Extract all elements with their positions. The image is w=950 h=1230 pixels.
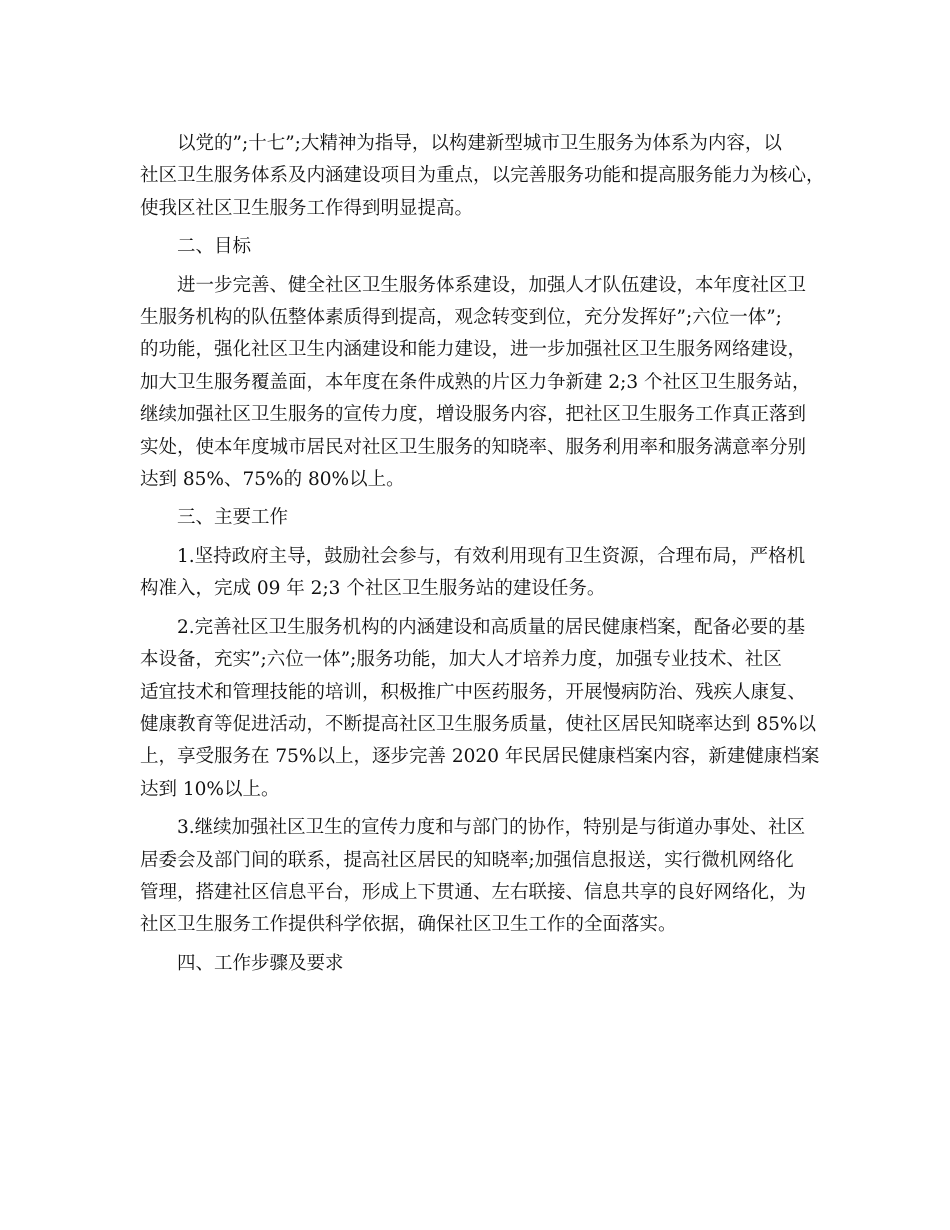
text-line: 实处，使本年度城市居民对社区卫生服务的知晓率、服务利用率和服务满意率分别: [140, 436, 807, 458]
section-heading-goals: 二、目标: [177, 236, 252, 258]
text-line: 加大卫生服务覆盖面，本年度在条件成熟的片区力争新建 2;3 个社区卫生服务站，: [140, 371, 811, 393]
text-line: 2.完善社区卫生服务机构的内涵建设和高质量的居民健康档案，配备必要的基: [177, 616, 806, 638]
text-line: 居委会及部门间的联系，提高社区居民的知晓率;加强信息报送，实行微机网络化: [140, 849, 794, 871]
text-line: 继续加强社区卫生服务的宣传力度，增设服务内容，把社区卫生服务工作真正落到: [140, 404, 807, 426]
text-line: 以党的”;十七”;大精神为指导，以构建新型城市卫生服务为体系为内容，以: [177, 133, 782, 154]
document-body: [140, 128, 830, 986]
section-heading-steps-requirements: 四、工作步骤及要求: [177, 952, 344, 974]
section-heading-main-work: 三、主要工作: [177, 507, 289, 529]
text-line: 适宜技术和管理技能的培训，积极推广中医药服务，开展慢病防治、残疾人康复、: [140, 681, 807, 703]
text-line: 使我区社区卫生服务工作得到明显提高。: [140, 197, 474, 219]
text-line: 达到 10%以上。: [140, 778, 280, 800]
text-line: 达到 85%、75%的 80%以上。: [140, 469, 405, 491]
paragraph-work-item-1: [140, 541, 830, 606]
text-line: 生服务机构的队伍整体素质得到提高，观念转变到位，充分发挥好”;六位一体”;: [140, 307, 782, 329]
text-line: 的功能，强化社区卫生内涵建设和能力建设，进一步加强社区卫生服务网络建设，: [140, 339, 807, 361]
text-line: 管理，搭建社区信息平台，形成上下贯通、左右联接、信息共享的良好网络化，为: [140, 881, 807, 903]
paragraph-work-item-3: [140, 812, 830, 942]
text-line: 社区卫生服务体系及内涵建设项目为重点，以完善服务功能和提高服务能力为核心，: [140, 165, 825, 187]
paragraph-intro: [140, 128, 830, 225]
text-line: 社区卫生服务工作提供科学依据，确保社区卫生工作的全面落实。: [140, 914, 677, 936]
text-line: 本设备，充实”;六位一体”;服务功能，加大人才培养力度，加强专业技术、社区: [140, 649, 782, 671]
text-line: 上，享受服务在 75%以上，逐步完善 2020 年民居民健康档案内容，新建健康档案: [140, 746, 820, 768]
text-line: 构准入，完成 09 年 2;3 个社区卫生服务站的建设任务。: [140, 578, 606, 600]
text-line: 进一步完善、健全社区卫生服务体系建设，加强人才队伍建设，本年度社区卫: [177, 274, 807, 296]
paragraph-work-item-2: [140, 612, 830, 806]
text-line: 3.继续加强社区卫生的宣传力度和与部门的协作，特别是与街道办事处、社区: [177, 817, 806, 839]
paragraph-goals: [140, 270, 830, 497]
text-line: 健康教育等促进活动，不断提高社区卫生服务质量，使社区居民知晓率达到 85%以: [140, 713, 817, 735]
text-line: 1.坚持政府主导，鼓励社会参与，有效利用现有卫生资源，合理布局，严格机: [177, 545, 806, 567]
